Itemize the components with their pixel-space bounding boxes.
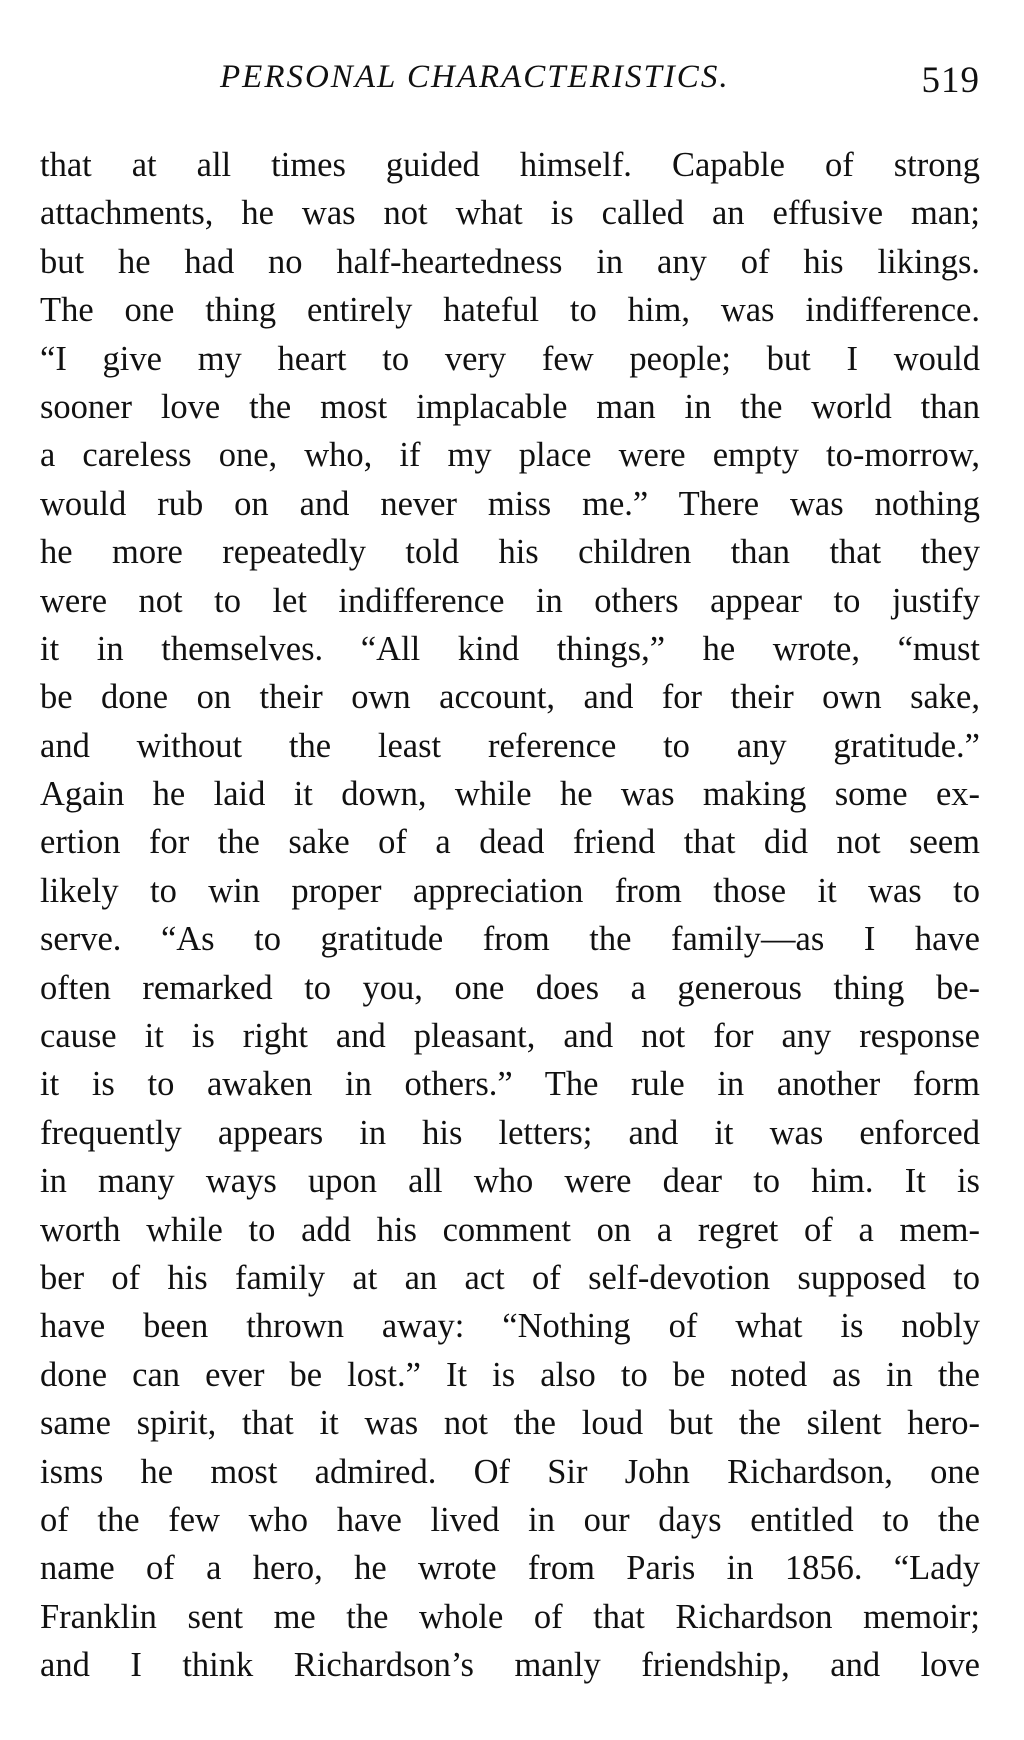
- text-line: “I give my heart to very few people; but I would: [40, 339, 980, 378]
- page-number: 519: [921, 60, 980, 101]
- text-line: cause it is right and pleasant, and not for any response: [40, 1017, 980, 1056]
- text-line: Franklin sent me the whole of that Richardson memoir;: [40, 1597, 980, 1636]
- text-line: sooner love the most implacable man in the world than: [40, 387, 980, 426]
- text-line: often remarked to you, one does a generous thing be-: [40, 968, 980, 1007]
- running-head: [40, 52, 980, 102]
- text-line: same spirit, that it was not the loud but the silent hero-: [40, 1404, 980, 1443]
- text-line: were not to let indifference in others appear to justify: [40, 581, 980, 620]
- text-line: and without the least reference to any gratitude.”: [40, 726, 980, 765]
- text-line: in many ways upon all who were dear to him. It is: [40, 1162, 980, 1201]
- text-line: The one thing entirely hateful to him, was indifference.: [40, 291, 980, 330]
- text-line: of the few who have lived in our days entitled to the: [40, 1500, 980, 1539]
- text-line: a careless one, who, if my place were empty to-morrow,: [40, 436, 980, 475]
- text-line: it is to awaken in others.” The rule in another form: [40, 1065, 980, 1104]
- text-line: ber of his family at an act of self-devotion supposed to: [40, 1258, 980, 1297]
- text-line: be done on their own account, and for their own sake,: [40, 678, 980, 717]
- text-line: name of a hero, he wrote from Paris in 1856. “Lady: [40, 1549, 980, 1588]
- text-line: isms he most admired. Of Sir John Richardson, one: [40, 1452, 980, 1491]
- text-line: frequently appears in his letters; and it was enforced: [40, 1113, 980, 1152]
- text-line: done can ever be lost.” It is also to be noted as in the: [40, 1355, 980, 1394]
- text-line: he more repeatedly told his children than that they: [40, 533, 980, 572]
- text-line: ertion for the sake of a dead friend that did not seem: [40, 823, 980, 862]
- text-line: but he had no half-heartedness in any of his likings.: [40, 242, 980, 281]
- text-line: serve. “As to gratitude from the family—as I have: [40, 920, 980, 959]
- text-line: would rub on and never miss me.” There was nothing: [40, 484, 980, 523]
- text-line: Again he laid it down, while he was making some ex-: [40, 775, 980, 814]
- text-line: that at all times guided himself. Capable of strong: [40, 146, 980, 184]
- running-title: PERSONAL CHARACTERISTICS.: [220, 59, 730, 95]
- text-line: worth while to add his comment on a regret of a mem-: [40, 1210, 980, 1249]
- text-line: attachments, he was not what is called an effusive man;: [40, 194, 980, 233]
- body-text: [40, 141, 980, 1690]
- text-line: likely to win proper appreciation from those it was to: [40, 871, 980, 910]
- text-line: it in themselves. “All kind things,” he wrote, “must: [40, 629, 980, 668]
- text-line: have been thrown away: “Nothing of what is nobly: [40, 1307, 980, 1346]
- text-line: and I think Richardson’s manly friendship, and love: [40, 1646, 980, 1685]
